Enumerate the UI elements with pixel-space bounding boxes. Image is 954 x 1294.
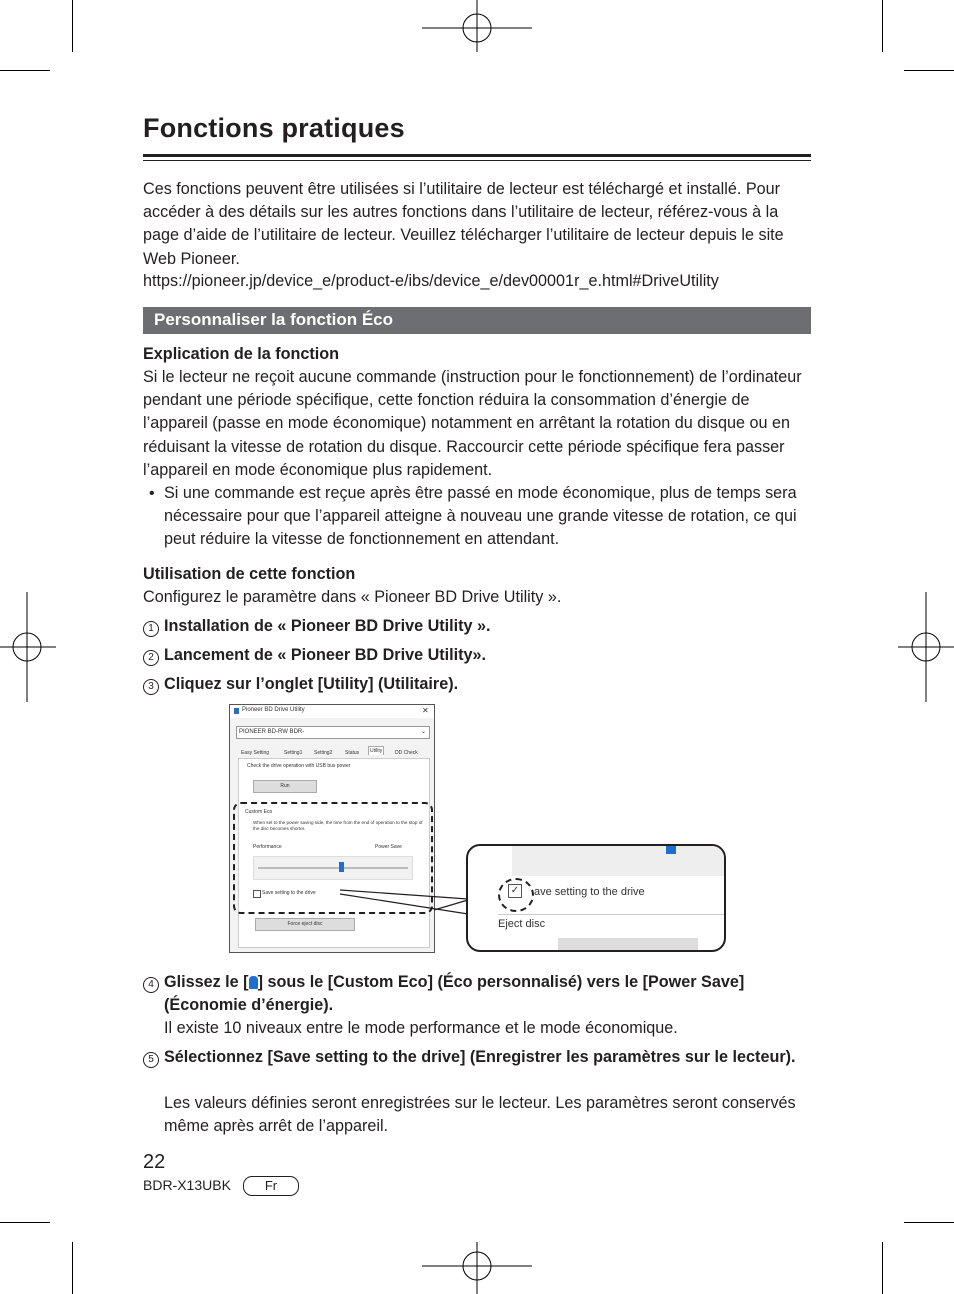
registration-mark-right [898,592,954,702]
zoom-eject-label: Eject disc [498,918,546,930]
window-titlebar [230,705,434,718]
crop-mark [72,0,73,52]
crop-mark [882,0,883,52]
crop-mark [72,1242,73,1294]
callout-lines [340,880,475,920]
step-number: 2 [143,650,159,666]
step-number: 3 [143,679,159,695]
close-icon[interactable]: ✕ [422,706,429,715]
tab-utility[interactable]: Utility [370,748,383,754]
chevron-down-icon: ⌄ [421,729,427,735]
zoom-panel-top [512,846,724,876]
window-title: Pioneer BD Drive Utility [242,707,305,713]
zoom-save-label: ave setting to the drive [534,886,645,898]
slider-thumb-icon [249,976,258,989]
usage-text: Configurez le paramètre dans « Pioneer BD Drive Utility ». [143,588,562,606]
save-setting-label: Save setting to the drive [262,890,316,896]
zoom-eject-button [558,938,698,950]
tab-status[interactable]: Status [345,750,360,756]
step-text: Cliquez sur l’onglet [Utility] (Utilitaire). [164,675,459,693]
crop-mark [0,70,50,71]
tab-setting2[interactable]: Setting2 [314,750,333,756]
step-4 [143,971,823,1043]
crop-mark [904,70,954,71]
zoom-callout [466,844,726,952]
force-eject-button[interactable]: Force eject disc [255,918,355,931]
registration-mark-bottom [422,1236,532,1294]
registration-mark-left [0,592,56,702]
explanation-text: Si le lecteur ne reçoit aucune commande (instruction pour le fonctionnement) de l’ordinateur pendant une période spécifique, cette fonction réduira la consommation d’énergie de l’appareil (passe en mode économique) notamment en arrêtant la rotation du disque ou en réduisant la vitesse de rotation du disque. Raccourcir cette période spécifique fera passer l’appareil en mode économique plus rapidement. [143,368,802,479]
bullet-text: Si une commande est reçue après être passé en mode économique, plus de temps sera nécessaire pour que l’appareil atteigne à nouveau une grande vitesse de rotation, ce qui peut réduire la vitesse de fonctionnement en attendant. [164,484,797,549]
model-name: BDR-X13UBK [143,1177,231,1193]
step-note: Il existe 10 niveaux entre le mode performance et le mode économique. [164,1019,678,1037]
usb-label: Check the drive operation with USB bus power [247,763,351,769]
page-title: Fonctions pratiques [143,113,405,143]
step-number: 4 [143,977,159,993]
step-text-a: Glissez le [ [164,973,249,991]
power-save-label: Power Save [375,844,402,850]
drive-select-value: PIONEER BD-RW BDR- [239,729,305,735]
performance-label: Performance [253,844,282,850]
step-number: 5 [143,1052,159,1068]
app-icon [234,708,239,714]
tab-setting1[interactable]: Setting1 [284,750,303,756]
check-icon[interactable]: ✓ [508,884,522,898]
step-5 [143,1046,823,1146]
step-text: Installation de « Pioneer BD Drive Utility ». [164,617,491,635]
crop-mark [904,1222,954,1223]
registration-mark-top [422,0,532,60]
step-text: Sélectionnez [Save setting to the drive] (Enregistrer les paramètres sur le lecteur). [164,1048,796,1066]
zoom-slider-thumb [666,846,676,854]
custom-eco-label: Custom Eco [245,809,273,815]
tab-dd-check[interactable]: DD Check [395,750,418,756]
language-badge: Fr [243,1176,299,1196]
intro-paragraph: Ces fonctions peuvent être utilisées si l’utilitaire de lecteur est téléchargé et installé. Pour accéder à des détails sur les autres fonctions dans l’utilitaire de lecteur, référez-vous à la page d’aide de l’utilitaire de lecteur. Veuillez télécharger l’utilitaire de lecteur depuis le site Web Pioneer. [143,180,784,268]
bullet-mark: • [149,485,155,502]
title-rule-thin [143,160,811,161]
tab-bar [238,748,428,757]
run-button[interactable]: Run [253,780,317,793]
custom-eco-desc: When set to the power saving side, the time from the end of operation to the stop of the disc becomes shorter. [253,820,423,831]
step-number: 1 [143,621,159,637]
tab-easy-setting[interactable]: Easy Setting [241,750,270,756]
step-text-b: ] sous le [Custom Eco] (Éco personnalisé) vers le [Power Save] (Économie d’énergie). [164,973,745,1015]
explanation-heading: Explication de la fonction [143,345,340,363]
title-rule [143,154,811,157]
usage-heading: Utilisation de cette fonction [143,565,356,583]
section-banner [143,307,811,334]
step-text: Lancement de « Pioneer BD Drive Utility». [164,646,487,664]
utility-url[interactable]: https://pioneer.jp/device_e/product-e/ibs/device_e/dev00001r_e.html#DriveUtility [143,272,719,290]
step-note: Les valeurs définies seront enregistrées sur le lecteur. Les paramètres seront conservés même après arrêt de l’appareil. [164,1094,796,1136]
drive-select[interactable] [236,726,430,739]
page-number: 22 [143,1151,166,1173]
crop-mark [882,1242,883,1294]
section-title: Personnaliser la fonction Éco [154,310,394,329]
crop-mark [0,1222,50,1223]
